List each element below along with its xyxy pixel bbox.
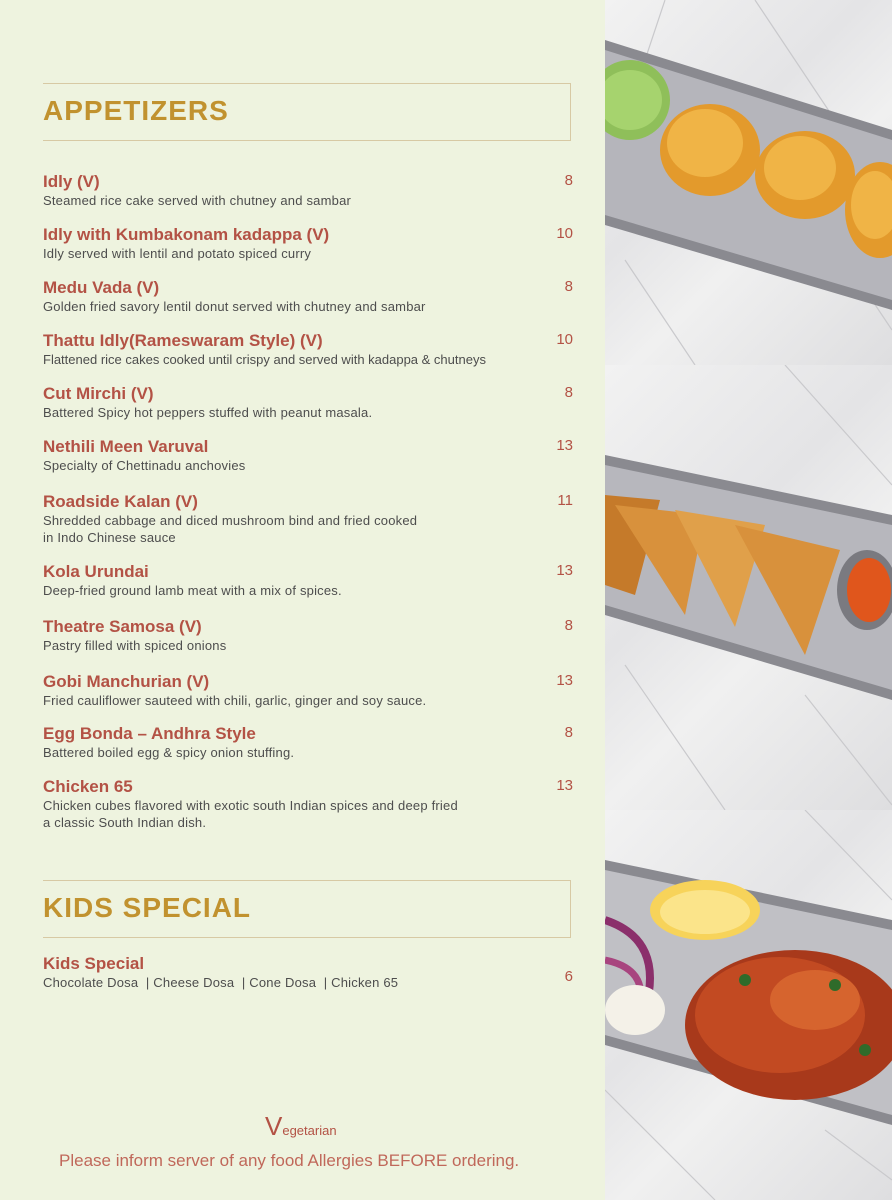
bonda-photo	[605, 0, 892, 365]
item-description-line-2: in Indo Chinese sauce	[43, 530, 176, 545]
item-price: 8	[564, 278, 573, 295]
item-description: Golden fried savory lentil donut served with chutney and sambar	[43, 299, 426, 314]
item-description: Pastry filled with spiced onions	[43, 638, 227, 653]
menu-item	[43, 777, 573, 831]
menu-item	[43, 437, 573, 474]
item-price: 8	[564, 384, 573, 401]
veg-letter: V	[265, 1111, 283, 1141]
menu-item	[43, 331, 583, 368]
item-name: Nethili Meen Varuval	[43, 437, 209, 456]
item-name: Idly with Kumbakonam kadappa (V)	[43, 225, 330, 244]
item-name: Egg Bonda – Andhra Style	[43, 724, 256, 743]
item-price: 13	[556, 562, 573, 579]
item-description-line-2: a classic South Indian dish.	[43, 815, 207, 830]
menu-item	[43, 172, 573, 209]
item-description: Battered boiled egg & spicy onion stuffing.	[43, 745, 295, 760]
item-price: 6	[564, 968, 573, 985]
item-name: Cut Mirchi (V)	[43, 384, 154, 403]
item-name: Roadside Kalan (V)	[43, 492, 198, 511]
item-name: Medu Vada (V)	[43, 278, 160, 297]
allergy-notice: Please inform server of any food Allergies BEFORE ordering.	[59, 1151, 520, 1170]
item-name: Idly (V)	[43, 172, 100, 191]
item-description: Shredded cabbage and diced mushroom bind and fried cooked	[43, 513, 418, 528]
item-description: Chocolate Dosa | Cheese Dosa | Cone Dosa | Chicken 65	[43, 975, 399, 990]
appetizers-title: APPETIZERS	[43, 95, 229, 126]
vegetarian-legend	[265, 1111, 337, 1142]
appetizers-header	[43, 83, 571, 141]
item-price: 10	[556, 225, 573, 242]
menu-item	[43, 225, 573, 262]
item-price: 13	[556, 777, 573, 794]
item-description: Idly served with lentil and potato spiced curry	[43, 246, 312, 261]
menu-item	[43, 617, 573, 654]
menu-item	[43, 384, 573, 421]
item-description: Deep-fried ground lamb meat with a mix of spices.	[43, 583, 342, 598]
item-price: 8	[564, 724, 573, 741]
item-name: Chicken 65	[43, 777, 133, 796]
item-name: Kola Urundai	[43, 562, 149, 581]
item-price: 11	[557, 492, 573, 509]
menu-item	[43, 562, 573, 599]
menu-item	[43, 278, 573, 315]
menu-item	[43, 672, 573, 709]
item-price: 10	[556, 331, 573, 348]
veg-rest: egetarian	[282, 1123, 337, 1138]
chicken-65-photo	[605, 810, 892, 1200]
item-name: Gobi Manchurian (V)	[43, 672, 210, 691]
item-price: 13	[556, 672, 573, 689]
samosa-photo	[605, 365, 892, 810]
item-description: Specialty of Chettinadu anchovies	[43, 458, 246, 473]
photo-panel	[605, 0, 892, 1200]
menu-item	[43, 492, 573, 546]
item-name: Kids Special	[43, 954, 145, 973]
item-price: 8	[564, 172, 573, 189]
item-description: Fried cauliflower sauteed with chili, garlic, ginger and soy sauce.	[43, 693, 427, 708]
kids-special-header	[43, 880, 571, 938]
menu-item	[43, 954, 573, 991]
item-description: Battered Spicy hot peppers stuffed with peanut masala.	[43, 405, 373, 420]
item-name: Thattu Idly(Rameswaram Style) (V)	[43, 331, 323, 350]
item-description: Flattened rice cakes cooked until crispy and served with kadappa & chutneys	[43, 352, 486, 367]
item-price: 8	[564, 617, 573, 634]
item-price: 13	[556, 437, 573, 454]
item-description: Chicken cubes flavored with exotic south Indian spices and deep fried	[43, 798, 458, 813]
menu-item	[43, 724, 573, 761]
item-name: Theatre Samosa (V)	[43, 617, 202, 636]
kids-special-title: KIDS SPECIAL	[43, 892, 252, 923]
item-description: Steamed rice cake served with chutney and sambar	[43, 193, 352, 208]
